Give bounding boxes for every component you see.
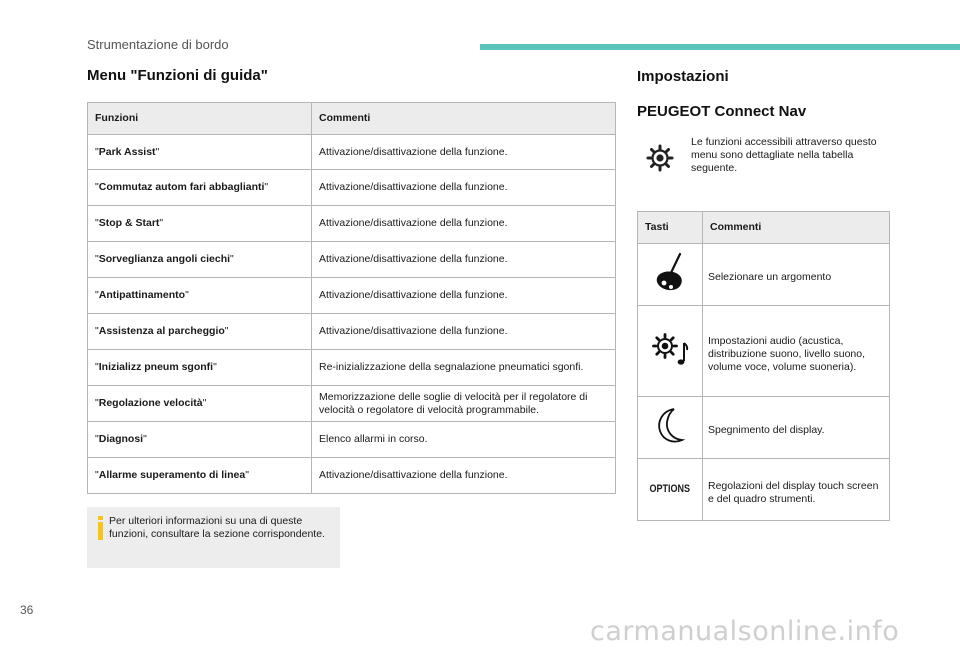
function-name: "Sorveglianza angoli ciechi" — [88, 242, 312, 278]
function-name: "Inizializz pneum sgonfi" — [88, 350, 312, 386]
header-accent-bar — [480, 44, 960, 50]
table-row — [88, 314, 616, 350]
table-row — [638, 459, 890, 521]
function-comment: Memorizzazione delle soglie di velocità per il regolatore di velocità o regolatore di velocità programmabile. — [312, 386, 616, 422]
function-name: "Regolazione velocità" — [88, 386, 312, 422]
function-name: "Park Assist" — [88, 135, 312, 170]
gear-icon — [646, 144, 674, 172]
table-row — [88, 422, 616, 458]
function-name: "Antipattinamento" — [88, 278, 312, 314]
intro-text: Le funzioni accessibili attraverso questo menu sono dettagliate nella tabella seguente. — [691, 136, 877, 174]
table-row — [88, 386, 616, 422]
key-comment: Impostazioni audio (acustica, distribuzione suono, livello suono, volume voce, volume suoneria). — [703, 306, 890, 397]
info-note — [87, 507, 340, 568]
function-name: "Commutaz autom fari abbaglianti" — [88, 170, 312, 206]
palette-brush-icon — [653, 252, 687, 294]
function-comment: Elenco allarmi in corso. — [312, 422, 616, 458]
function-comment: Attivazione/disattivazione della funzione. — [312, 242, 616, 278]
function-name: "Diagnosi" — [88, 422, 312, 458]
table-row — [88, 458, 616, 494]
function-comment: Attivazione/disattivazione della funzione. — [312, 206, 616, 242]
key-comment: Regolazioni del display touch screen e del quadro strumenti. — [703, 459, 890, 521]
table-row — [638, 244, 890, 306]
right-section-title: Impostazioni — [637, 68, 729, 85]
watermark: carmanualsonline.info — [590, 616, 900, 647]
table-row — [88, 170, 616, 206]
settings-keys-table — [637, 211, 890, 521]
function-name: "Assistenza al parcheggio" — [88, 314, 312, 350]
note-text: Per ulteriori informazioni su una di queste funzioni, consultare la sezione corrispondente. — [109, 515, 325, 540]
right-subtitle: PEUGEOT Connect Nav — [637, 103, 807, 120]
column-header-keys: Tasti — [638, 212, 703, 244]
gear-music-note-icon — [650, 331, 690, 367]
key-comment: Spegnimento del display. — [703, 397, 890, 459]
options-label: OPTIONS — [649, 483, 691, 495]
table-header-row — [88, 103, 616, 135]
table-row — [638, 306, 890, 397]
table-row — [638, 397, 890, 459]
column-header-comments: Commenti — [703, 212, 890, 244]
function-comment: Re-inizializzazione della segnalazione pneumatici sgonfi. — [312, 350, 616, 386]
function-name: "Allarme superamento di linea" — [88, 458, 312, 494]
function-name: "Stop & Start" — [88, 206, 312, 242]
key-cell — [638, 459, 703, 521]
table-row — [88, 350, 616, 386]
column-header-comments: Commenti — [312, 103, 616, 135]
moon-icon — [654, 406, 686, 446]
function-comment: Attivazione/disattivazione della funzione. — [312, 135, 616, 170]
key-cell — [638, 244, 703, 306]
table-header-row — [638, 212, 890, 244]
key-comment: Selezionare un argomento — [703, 244, 890, 306]
info-icon — [97, 516, 105, 540]
column-header-functions: Funzioni — [88, 103, 312, 135]
header-title: Strumentazione di bordo — [87, 37, 229, 52]
table-row — [88, 206, 616, 242]
key-cell — [638, 397, 703, 459]
table-row — [88, 135, 616, 170]
key-cell — [638, 306, 703, 397]
function-comment: Attivazione/disattivazione della funzione. — [312, 278, 616, 314]
table-row — [88, 242, 616, 278]
function-comment: Attivazione/disattivazione della funzione. — [312, 458, 616, 494]
function-comment: Attivazione/disattivazione della funzione. — [312, 314, 616, 350]
driving-functions-table — [87, 102, 616, 494]
page-number: 36 — [20, 603, 34, 617]
table-row — [88, 278, 616, 314]
left-section-title: Menu "Funzioni di guida" — [87, 67, 268, 84]
function-comment: Attivazione/disattivazione della funzione. — [312, 170, 616, 206]
